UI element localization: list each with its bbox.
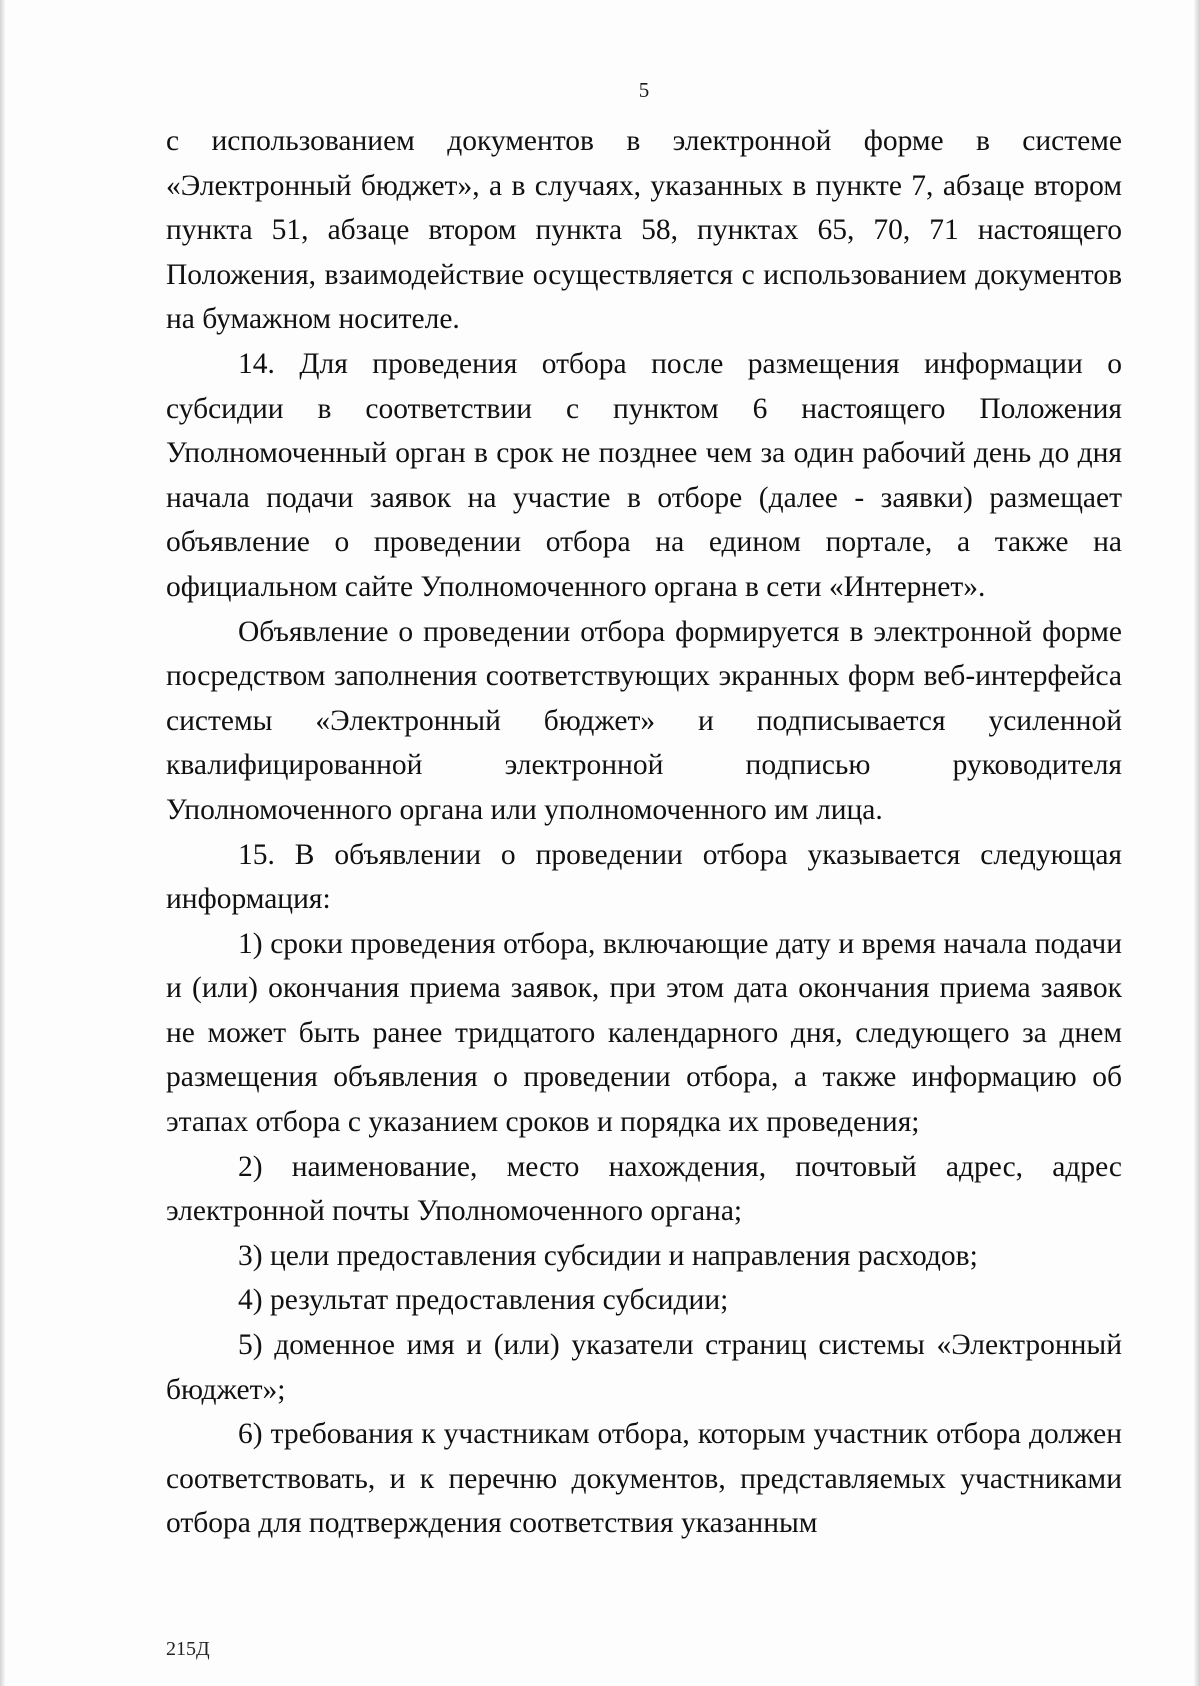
scan-edge-left (0, 0, 5, 1686)
list-item-4: 4) результат предоставления субсидии; (238, 1284, 729, 1317)
list-item-5: 5) доменное имя и (или) указатели страниц системы «Электронный бюджет»; (166, 1329, 1122, 1406)
paragraph-item-14: 14. Для проведения отбора после размещения информации о субсидии в соответствии с пунктом 6 настоящего Положения Уполномоченный орган в срок не позднее чем за один рабочий день до дня начала подачи заявок на участие в отборе (далее - заявки) размещает объявление о проведении отбора на едином портале, а также на официальном сайте Уполномоченного органа в сети «Интернет». (166, 347, 1122, 603)
list-item-3: 3) цели предоставления субсидии и направления расходов; (238, 1239, 978, 1272)
paragraph-item-15: 15. В объявлении о проведении отбора указывается следующая информация: (166, 838, 1122, 916)
list-item-1: 1) сроки проведения отбора, включающие дату и время начала подачи и (или) окончания приема заявок, при этом дата окончания приема заявок не может быть ранее тридцатого календарного дня, следующего за днем размещения объявления о проведении отбора, а также информацию об этапах отбора с указанием сроков и порядка их проведения; (166, 927, 1122, 1139)
list-item-6: 6) требования к участникам отбора, которым участник отбора должен соответствовать, и к перечню документов, представляемых участниками отбора для подтверждения соответствия указанным (166, 1418, 1122, 1540)
list-item-2: 2) наименование, место нахождения, почтовый адрес, адрес электронной почты Уполномоченного органа; (166, 1150, 1122, 1228)
paragraph-announcement-form: Объявление о проведении отбора формируется в электронной форме посредством заполнения соответствующих экранных форм веб-интерфейса системы «Электронный бюджет» и подписывается усиленной квалифицированной электронной подписью руководителя Уполномоченного органа или уполномоченного им лица. (166, 615, 1122, 826)
scan-edge-right (1194, 0, 1200, 1686)
document-body (166, 119, 1122, 1546)
page-number: 5 (638, 78, 650, 102)
paragraph-continuation: с использованием документов в электронной форме в системе «Электронный бюджет», а в случаях, указанных в пункте 7, абзаце втором пункта 51, абзаце втором пункта 58, пунктах 65, 70, 71 настоящего Положения, взаимодействие осуществляется с использованием документов на бумажном носителе. (166, 125, 1122, 336)
document-code: 215Д (166, 1638, 210, 1660)
